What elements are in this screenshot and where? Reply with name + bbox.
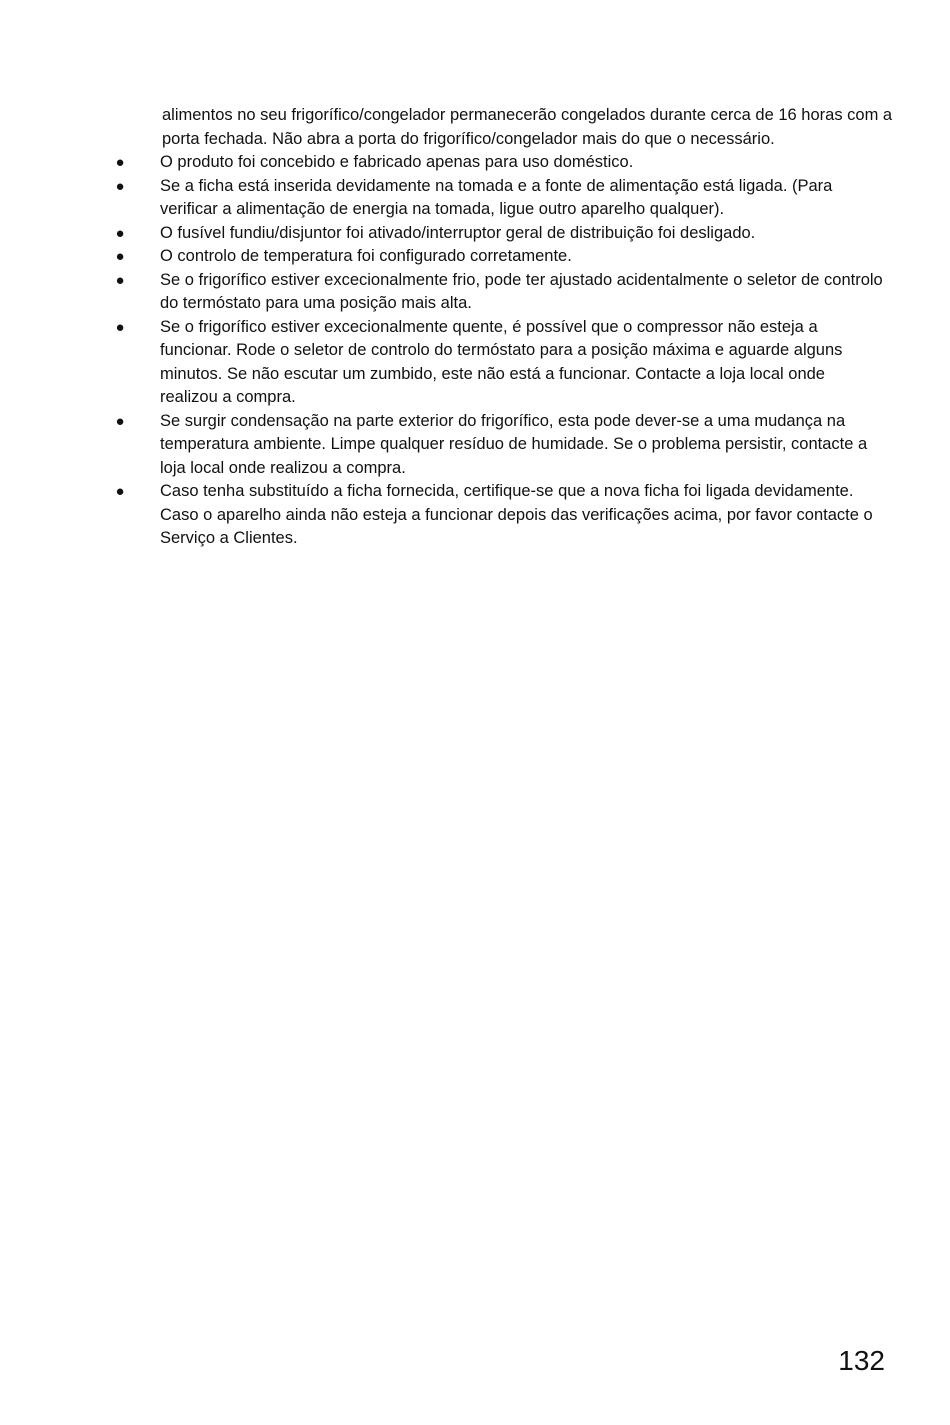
bullet-icon: ● <box>115 224 125 242</box>
list-item-text: Se o frigorífico estiver excecionalmente frio, pode ter ajustado acidentalmente o seletor de controlo do termóstato para uma posição mais alta. <box>160 270 883 312</box>
list-item-text: O produto foi concebido e fabricado apenas para uso doméstico. <box>160 153 634 171</box>
list-item <box>110 316 900 410</box>
page-number: 132 <box>838 1345 885 1376</box>
bullet-icon: ● <box>115 177 125 195</box>
list-item <box>110 480 900 551</box>
list-item <box>110 175 900 222</box>
list-item-text: Se surgir condensação na parte exterior do frigorífico, esta pode dever-se a uma mudança na temperatura ambiente. Limpe qualquer resíduo de humidade. Se o problema persistir, contacte a loja local onde realizou a compra. <box>160 411 868 477</box>
list-item <box>110 245 900 269</box>
list-item <box>110 151 900 175</box>
bullet-icon: ● <box>115 154 125 171</box>
list-item-text: Se a ficha está inserida devidamente na tomada e a fonte de alimentação está ligada. (Para verificar a alimentação de energia na tomada, ligue outro aparelho qualquer). <box>160 176 833 218</box>
bullet-icon: ● <box>115 412 125 430</box>
list-item-text: Se o frigorífico estiver excecionalmente quente, é possível que o compressor não esteja a funcionar. Rode o seletor de controlo do termóstato para a posição máxima e aguarde alguns minutos. Se não escutar um zumbido, este não está a funcionar. Contacte a loja local onde realizou a compra. <box>160 317 843 406</box>
troubleshooting-content <box>110 104 900 551</box>
list-item <box>110 222 900 246</box>
bullet-icon: ● <box>115 318 125 336</box>
continuation-paragraph: alimentos no seu frigorífico/congelador permanecerão congelados durante cerca de 16 horas com a porta fechada. Não abra a porta do frigorífico/congelador mais do que o necessário. <box>162 106 893 148</box>
bullet-icon: ● <box>115 248 125 265</box>
list-item <box>110 269 900 316</box>
list-item-text: O controlo de temperatura foi configurado corretamente. <box>160 247 572 265</box>
bullet-icon: ● <box>115 271 125 289</box>
bullet-icon: ● <box>115 483 125 500</box>
list-item-text: O fusível fundiu/disjuntor foi ativado/interruptor geral de distribuição foi desligado. <box>160 223 756 242</box>
list-item-text: Caso tenha substituído a ficha fornecida, certifique-se que a nova ficha foi ligada devidamente. Caso o aparelho ainda não esteja a funcionar depois das verificações acima, por favor contacte o Serviço a Clientes. <box>160 482 873 547</box>
checklist <box>110 151 900 551</box>
list-item <box>110 410 900 481</box>
